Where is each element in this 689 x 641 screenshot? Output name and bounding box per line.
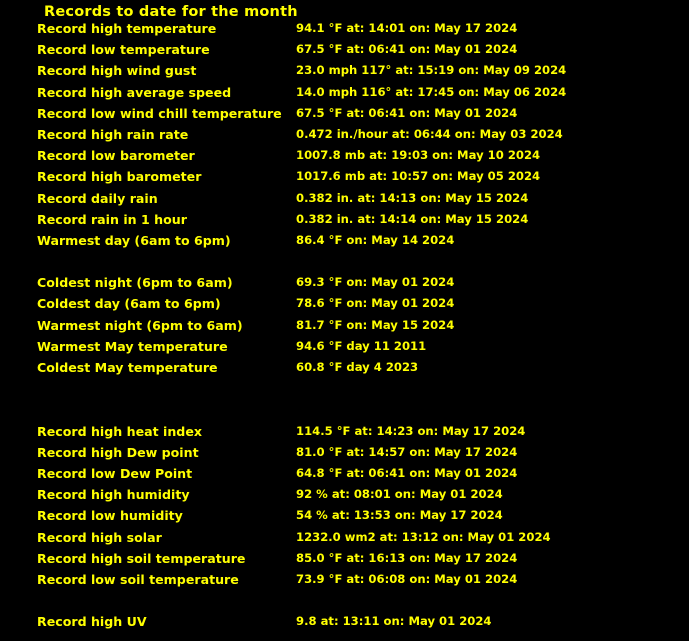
record-value: 23.0 mph 117° at: 15:19 on: May 09 2024 xyxy=(296,63,567,78)
record-value: 92 % at: 08:01 on: May 01 2024 xyxy=(296,487,503,502)
record-value: 9.8 at: 13:11 on: May 01 2024 xyxy=(296,614,492,629)
record-value: 64.8 °F at: 06:41 on: May 01 2024 xyxy=(296,465,518,480)
record-value: 54 % at: 13:53 on: May 17 2024 xyxy=(296,508,503,523)
record-value: 1232.0 wm2 at: 13:12 on: May 01 2024 xyxy=(296,529,551,544)
record-row xyxy=(0,18,689,39)
record-value: 1017.6 mb at: 10:57 on: May 05 2024 xyxy=(296,169,541,184)
record-value: 81.0 °F at: 14:57 on: May 17 2024 xyxy=(296,444,518,459)
record-label: Warmest May temperature xyxy=(37,338,228,354)
record-label: Record high UV xyxy=(37,614,147,630)
record-label: Record low soil temperature xyxy=(37,571,239,587)
record-row xyxy=(0,611,689,632)
record-row xyxy=(0,230,689,251)
record-value: 114.5 °F at: 14:23 on: May 17 2024 xyxy=(296,423,526,438)
record-label: Record high soil temperature xyxy=(37,550,246,566)
record-value: 0.382 in. at: 14:13 on: May 15 2024 xyxy=(296,190,529,205)
record-row xyxy=(0,421,689,442)
record-value: 69.3 °F on: May 01 2024 xyxy=(296,275,455,290)
record-value: 85.0 °F at: 16:13 on: May 17 2024 xyxy=(296,550,518,565)
record-row xyxy=(0,315,689,336)
record-row xyxy=(0,293,689,314)
page-title: Records to date for the month xyxy=(44,4,298,20)
record-value: 94.6 °F day 11 2011 xyxy=(296,338,427,353)
record-value: 1007.8 mb at: 19:03 on: May 10 2024 xyxy=(296,148,541,163)
record-label: Record high temperature xyxy=(37,21,217,36)
record-row xyxy=(0,442,689,463)
record-label: Record high wind gust xyxy=(37,63,197,79)
record-label: Record low Dew Point xyxy=(37,465,193,481)
record-row xyxy=(0,103,689,124)
record-label: Record low temperature xyxy=(37,42,210,58)
record-label: Coldest May temperature xyxy=(37,360,218,375)
record-label: Record low humidity xyxy=(37,508,183,524)
record-row xyxy=(0,39,689,60)
record-row xyxy=(0,82,689,103)
record-value: 73.9 °F at: 06:08 on: May 01 2024 xyxy=(296,571,518,586)
record-value: 14.0 mph 116° at: 17:45 on: May 06 2024 xyxy=(296,84,567,99)
row-spacer xyxy=(0,251,689,272)
record-value: 94.1 °F at: 14:01 on: May 17 2024 xyxy=(296,21,518,35)
record-label: Record high humidity xyxy=(37,487,190,503)
record-label: Record high average speed xyxy=(37,84,232,100)
record-row xyxy=(0,124,689,145)
record-row xyxy=(0,548,689,569)
record-value: 78.6 °F on: May 01 2024 xyxy=(296,296,455,311)
record-label: Record high Dew point xyxy=(37,444,199,460)
record-label: Coldest night (6pm to 6am) xyxy=(37,275,233,291)
record-label: Warmest night (6pm to 6am) xyxy=(37,317,243,333)
record-row xyxy=(0,336,689,357)
record-label: Warmest day (6am to 6pm) xyxy=(37,232,231,248)
record-label: Record low barometer xyxy=(37,148,195,164)
record-row xyxy=(0,569,689,590)
record-label: Record high barometer xyxy=(37,169,202,185)
record-value: 67.5 °F at: 06:41 on: May 01 2024 xyxy=(296,42,518,57)
record-row xyxy=(0,463,689,484)
record-label: Record low wind chill temperature xyxy=(37,105,282,121)
row-spacer xyxy=(0,378,689,399)
record-row xyxy=(0,484,689,505)
record-value: 81.7 °F on: May 15 2024 xyxy=(296,317,455,332)
record-row xyxy=(0,357,689,378)
record-label: Record high solar xyxy=(37,529,162,545)
record-value: 0.382 in. at: 14:14 on: May 15 2024 xyxy=(296,211,529,226)
record-label: Record rain in 1 hour xyxy=(37,211,187,227)
record-value: 86.4 °F on: May 14 2024 xyxy=(296,232,455,247)
record-row xyxy=(0,166,689,187)
record-row xyxy=(0,188,689,209)
records-list xyxy=(0,18,689,632)
record-value: 60.8 °F day 4 2023 xyxy=(296,360,419,374)
record-label: Record daily rain xyxy=(37,190,158,206)
record-row xyxy=(0,145,689,166)
record-row xyxy=(0,505,689,526)
record-label: Record high heat index xyxy=(37,423,202,439)
record-row xyxy=(0,60,689,81)
row-spacer xyxy=(0,399,689,420)
record-row xyxy=(0,527,689,548)
record-value: 67.5 °F at: 06:41 on: May 01 2024 xyxy=(296,105,518,120)
row-spacer xyxy=(0,590,689,611)
record-row xyxy=(0,272,689,293)
record-label: Record high rain rate xyxy=(37,126,189,142)
record-label: Coldest day (6am to 6pm) xyxy=(37,296,221,312)
record-value: 0.472 in./hour at: 06:44 on: May 03 2024 xyxy=(296,126,563,141)
record-row xyxy=(0,209,689,230)
